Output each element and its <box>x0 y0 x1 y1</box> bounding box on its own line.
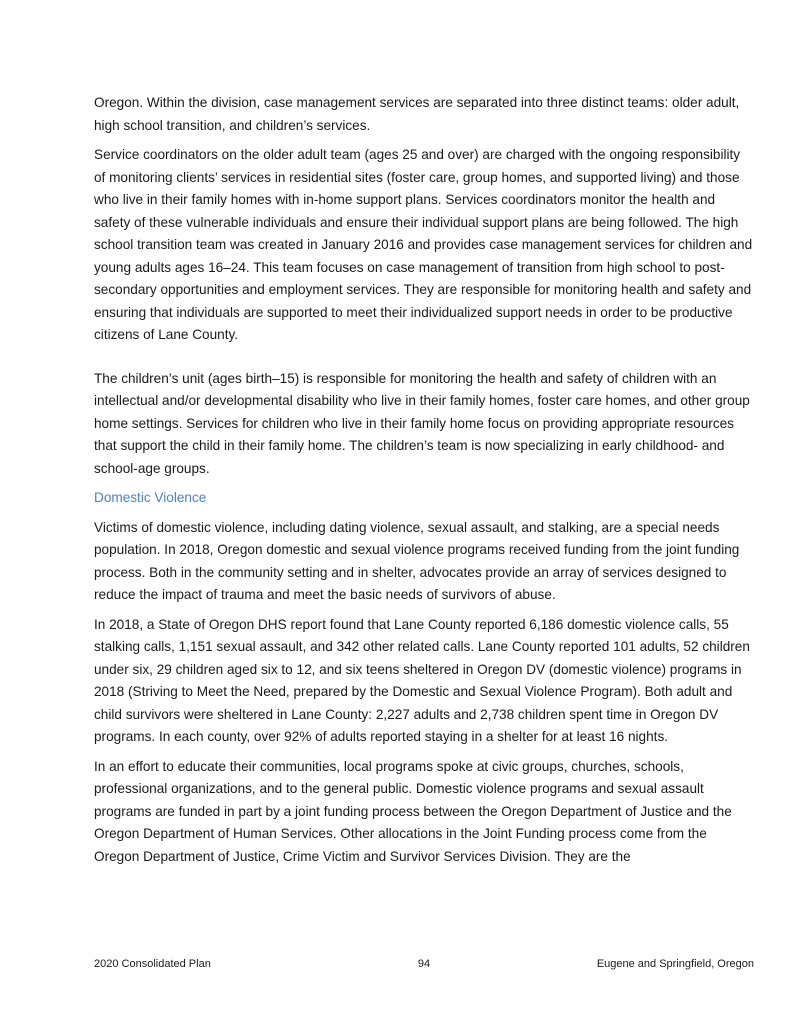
paragraph-older-adult-team: Service coordinators on the older adult team (ages 25 and over) are charged with the ongoing responsibility of monitoring clients’ services in residential sites (foster care, group homes, and supported living) and those who live in their family homes with in-home support plans. Services coordinators monitor the health and safety of these vulnerable individuals and ensure their individual support plans are being followed. The high school transition team was created in January 2016 and provides case management services for children and young adults ages 16–24. This team focuses on case management of transition from high school to post-secondary opportunities and employment services. They are responsible for monitoring health and safety and ensuring that individuals are supported to meet their individualized support needs in order to be productive citizens of Lane County. <box>94 147 753 342</box>
footer-location: Eugene and Springfield, Oregon <box>596 958 754 970</box>
section-heading-domestic-violence: Domestic Violence <box>94 490 207 505</box>
paragraph-divisions: Oregon. Within the division, case management services are separated into three distinct teams: older adult, high school transition, and children’s services. <box>94 95 740 133</box>
paragraph-dv-victims: Victims of domestic violence, including dating violence, sexual assault, and stalking, are a special needs population. In 2018, Oregon domestic and sexual violence programs received funding from the joint funding process. Both in the community setting and in shelter, advocates provide an array of services designed to reduce the impact of trauma and meet the basic needs of survivors of abuse. <box>94 519 740 602</box>
footer-document-title: 2020 Consolidated Plan <box>94 958 211 970</box>
paragraph-dv-education: In an effort to educate their communities, local programs spoke at civic groups, churches, schools, professional organizations, and to the general public. Domestic violence programs and sexual assault programs are funded in part by a joint funding process between the Oregon Department of Justice and the Oregon Department of Human Services. Other allocations in the Joint Funding process come from the Oregon Department of Justice, Crime Victim and Survivor Services Division. They are the <box>94 758 732 864</box>
footer-page-number: 94 <box>417 958 431 970</box>
paragraph-childrens-unit: The children’s unit (ages birth–15) is responsible for monitoring the health and safety of children with an intellectual and/or developmental disability who live in their family homes, foster care homes, and other group home settings. Services for children who live in their family home focus on providing appropriate resources that support the child in their family home. The children’s team is now specializing in early childhood- and school-age groups. <box>94 370 750 476</box>
paragraph-dv-statistics: In 2018, a State of Oregon DHS report found that Lane County reported 6,186 domestic violence calls, 55 stalking calls, 1,151 sexual assault, and 342 other related calls. Lane County reported 101 adults, 52 children under six, 29 children aged six to 12, and six teens sheltered in Oregon DV (domestic violence) programs in 2018 (Striving to Meet the Need, prepared by the Domestic and Sexual Violence Program). Both adult and child survivors were sheltered in Lane County: 2,227 adults and 2,738 children spent time in Oregon DV programs. In each county, over 92% of adults reported staying in a shelter for at least 16 nights. <box>94 616 750 744</box>
page-footer <box>94 958 754 970</box>
document-page <box>94 92 754 868</box>
